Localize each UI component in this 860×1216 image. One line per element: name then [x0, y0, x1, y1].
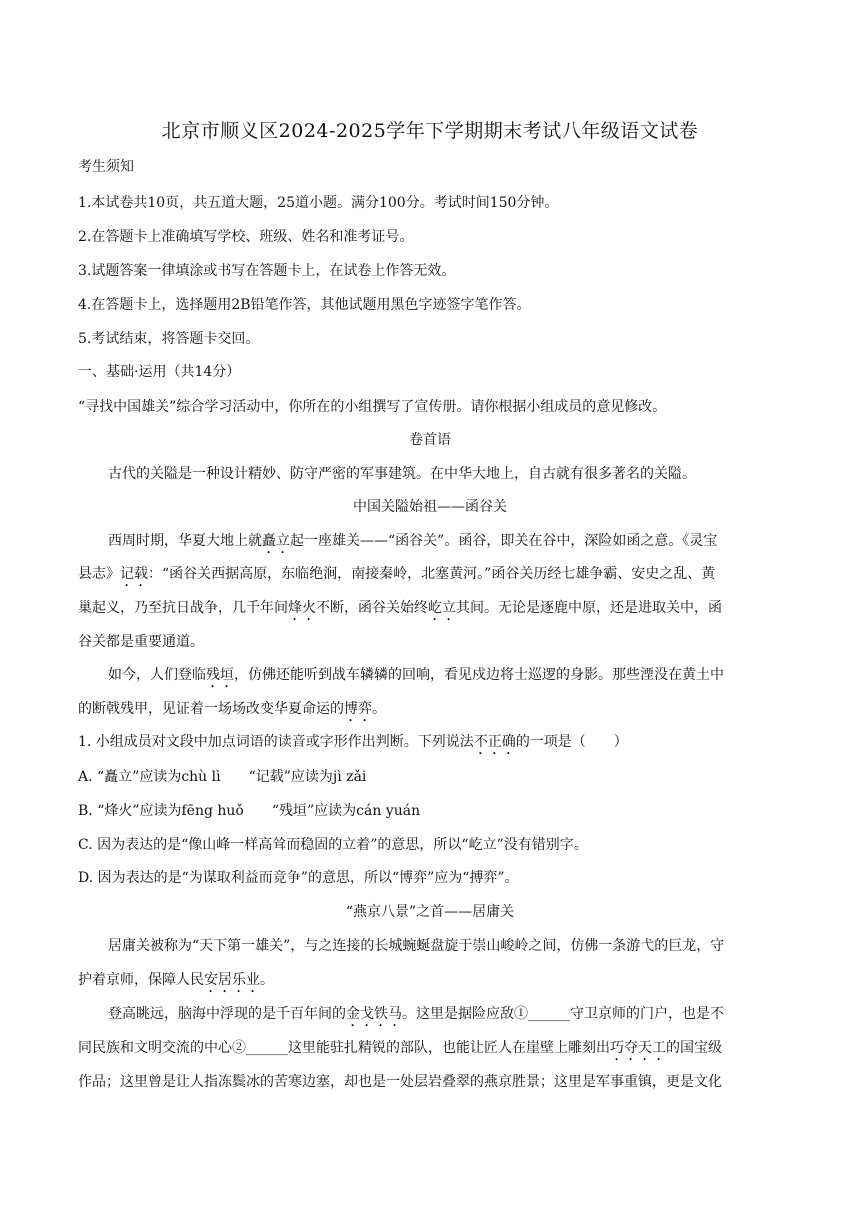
notice-item-4: 4.在答题卡上，选择题用2B铅笔作答，其他试题用黑色字迹签字笔作答。 [78, 297, 531, 313]
juyong-para1-line2: 护着京师，保障人民安居乐业。 [78, 972, 274, 988]
emphasis-word: 记载 [120, 566, 148, 582]
hangu-para1-line2: 县志》记载：“函谷关西据高原，东临绝涧，南接秦岭，北塞黄河。”函谷关历经七雄争霸、安史之乱、黄 [78, 566, 716, 582]
notice-item-1: 1.本试卷共10页，共五道大题，25道小题。满分100分。考试时间150分钟。 [78, 195, 559, 211]
exam-title: 北京市顺义区2024-2025学年下学期期末考试八年级语文试卷 [161, 120, 699, 142]
hangu-heading: 中国关隘始祖——函谷关 [353, 499, 507, 515]
preface-text: 古代的关隘是一种设计精妙、防守严密的军事建筑。在中华大地上，自古就有很多著名的关隘。 [108, 466, 696, 482]
juyong-para2-line1: 登高眺远，脑海中浮现的是千百年间的金戈铁马。这里是据险应敌①______守卫京师的门户，也是不 [108, 1006, 724, 1022]
emphasis-word: 烽火 [288, 600, 316, 616]
hangu-para2-line1: 如今，人们登临残垣，仿佛还能听到战车辚辚的回响，看见戍边将士巡逻的身影。那些湮没在黄土中 [108, 667, 724, 683]
juyong-para1-line1: 居庸关被称为“天下第一雄关”，与之连接的长城蜿蜒盘旋于崇山峻岭之间，仿佛一条游弋的巨龙，守 [108, 938, 725, 954]
emphasis-word: 屹立 [428, 600, 456, 616]
notice-item-2: 2.在答题卡上准确填写学校、班级、姓名和准考证号。 [78, 229, 414, 245]
question-1-stem: 1. 小组成员对文段中加点词语的读音或字形作出判断。下列说法不正确的一项是（ ） [78, 734, 628, 750]
emphasis-word: 残垣 [206, 667, 234, 683]
emphasis-word: 不正确 [473, 734, 516, 750]
preface-heading: 卷首语 [409, 432, 451, 448]
question-1-option-b: B. “烽火”应读为fēng huǒ “残垣”应读为cán yuán [78, 803, 421, 819]
juyong-para2-line2: 同民族和文明交流的中心②______这里能驻扎精锐的部队，也能让匠人在崖壁上雕刻出巧夺天工的国宝级 [78, 1040, 722, 1056]
juyong-para2-line3: 作品；这里曾是让人指冻鬓冰的苦寒边塞，却也是一处层岩叠翠的燕京胜景；这里是军事重镇，更是文化 [78, 1074, 722, 1090]
juyong-heading: “燕京八景”之首——居庸关 [345, 904, 515, 920]
question-1-option-c: C. 因为表达的是“像山峰一样高耸而稳固的立着”的意思，所以“屹立”没有错别字。 [78, 837, 588, 853]
hangu-para2-line2: 的断戟残甲，见证着一场场改变华夏命运的博弈。 [78, 701, 386, 717]
hangu-para1-line1: 西周时期，华夏大地上就矗立起一座雄关——“函谷关”。函谷，即关在谷中，深险如函之意。《灵宝 [108, 533, 718, 549]
notice-heading: 考生须知 [78, 159, 134, 175]
emphasis-word: 金戈铁马 [346, 1006, 402, 1022]
question-1-option-a: A. “矗立”应读为chù lì “记载”应读为jì zǎi [78, 769, 367, 785]
section-heading: 一、基础·运用（共14分） [78, 364, 241, 380]
emphasis-word: 巧夺天工 [610, 1040, 666, 1056]
question-1-option-d: D. 因为表达的是“为谋取利益而竞争”的意思，所以“博弈”应为“搏弈”。 [78, 870, 519, 886]
hangu-para1-line4: 谷关都是重要通道。 [78, 634, 204, 650]
hangu-para1-line3: 巢起义，乃至抗日战争，几千年间烽火不断，函谷关始终屹立其间。无论是逐鹿中原，还是进取关中，函 [78, 600, 722, 616]
emphasis-word: 矗立 [262, 533, 290, 549]
emphasis-word: 安居乐业 [204, 972, 260, 988]
notice-item-3: 3.试题答案一律填涂或书写在答题卡上，在试卷上作答无效。 [78, 263, 456, 279]
activity-intro: “寻找中国雄关”综合学习活动中，你所在的小组撰写了宣传册。请你根据小组成员的意见修改。 [78, 399, 667, 415]
emphasis-word: 博弈 [344, 701, 372, 717]
notice-item-5: 5.考试结束，将答题卡交回。 [78, 331, 260, 347]
